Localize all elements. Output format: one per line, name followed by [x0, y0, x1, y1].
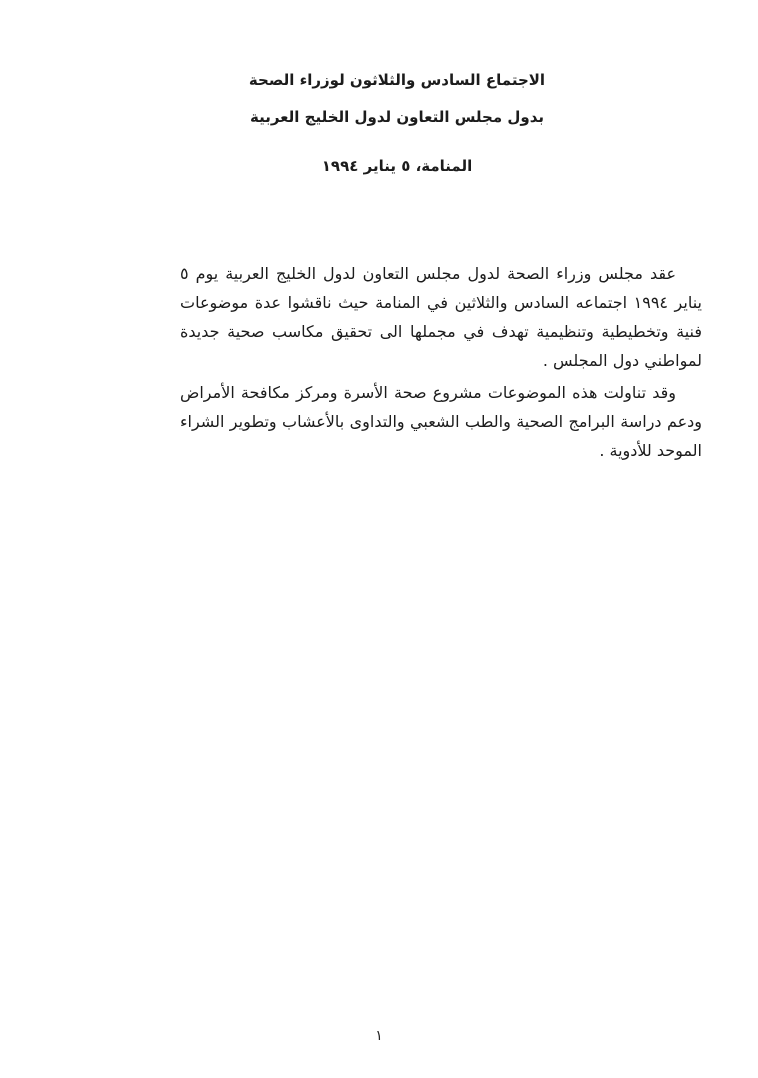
page-number: ١: [375, 1028, 383, 1044]
document-body: [180, 259, 702, 468]
body-paragraph-1: عقد مجلس وزراء الصحة لدول مجلس التعاون لدول الخليج العربية يوم ٥ يناير ١٩٩٤ اجتماعه السادس والثلاثين في المنامة حيث ناقشوا عدة موضوعات فنية وتخطيطية وتنظيمية تهدف في مجملها الى تحقيق مكاسب صحية جديدة لمواطني دول المجلس .: [180, 264, 702, 370]
document-date: المنامة، ٥ يناير ١٩٩٤: [321, 157, 473, 175]
body-paragraph-2: وقد تناولت هذه الموضوعات مشروع صحة الأسرة ومركز مكافحة الأمراض ودعم دراسة البرامج الصحية والطب الشعبي والتداوى بالأعشاب وتطوير الشراء الموحد للأدوية .: [180, 383, 702, 460]
document-header: [36, 62, 758, 181]
document-title-line2: بدول مجلس التعاون لدول الخليج العربية: [250, 108, 544, 126]
document-title-line1: الاجتماع السادس والثلاثون لوزراء الصحة: [248, 71, 546, 89]
